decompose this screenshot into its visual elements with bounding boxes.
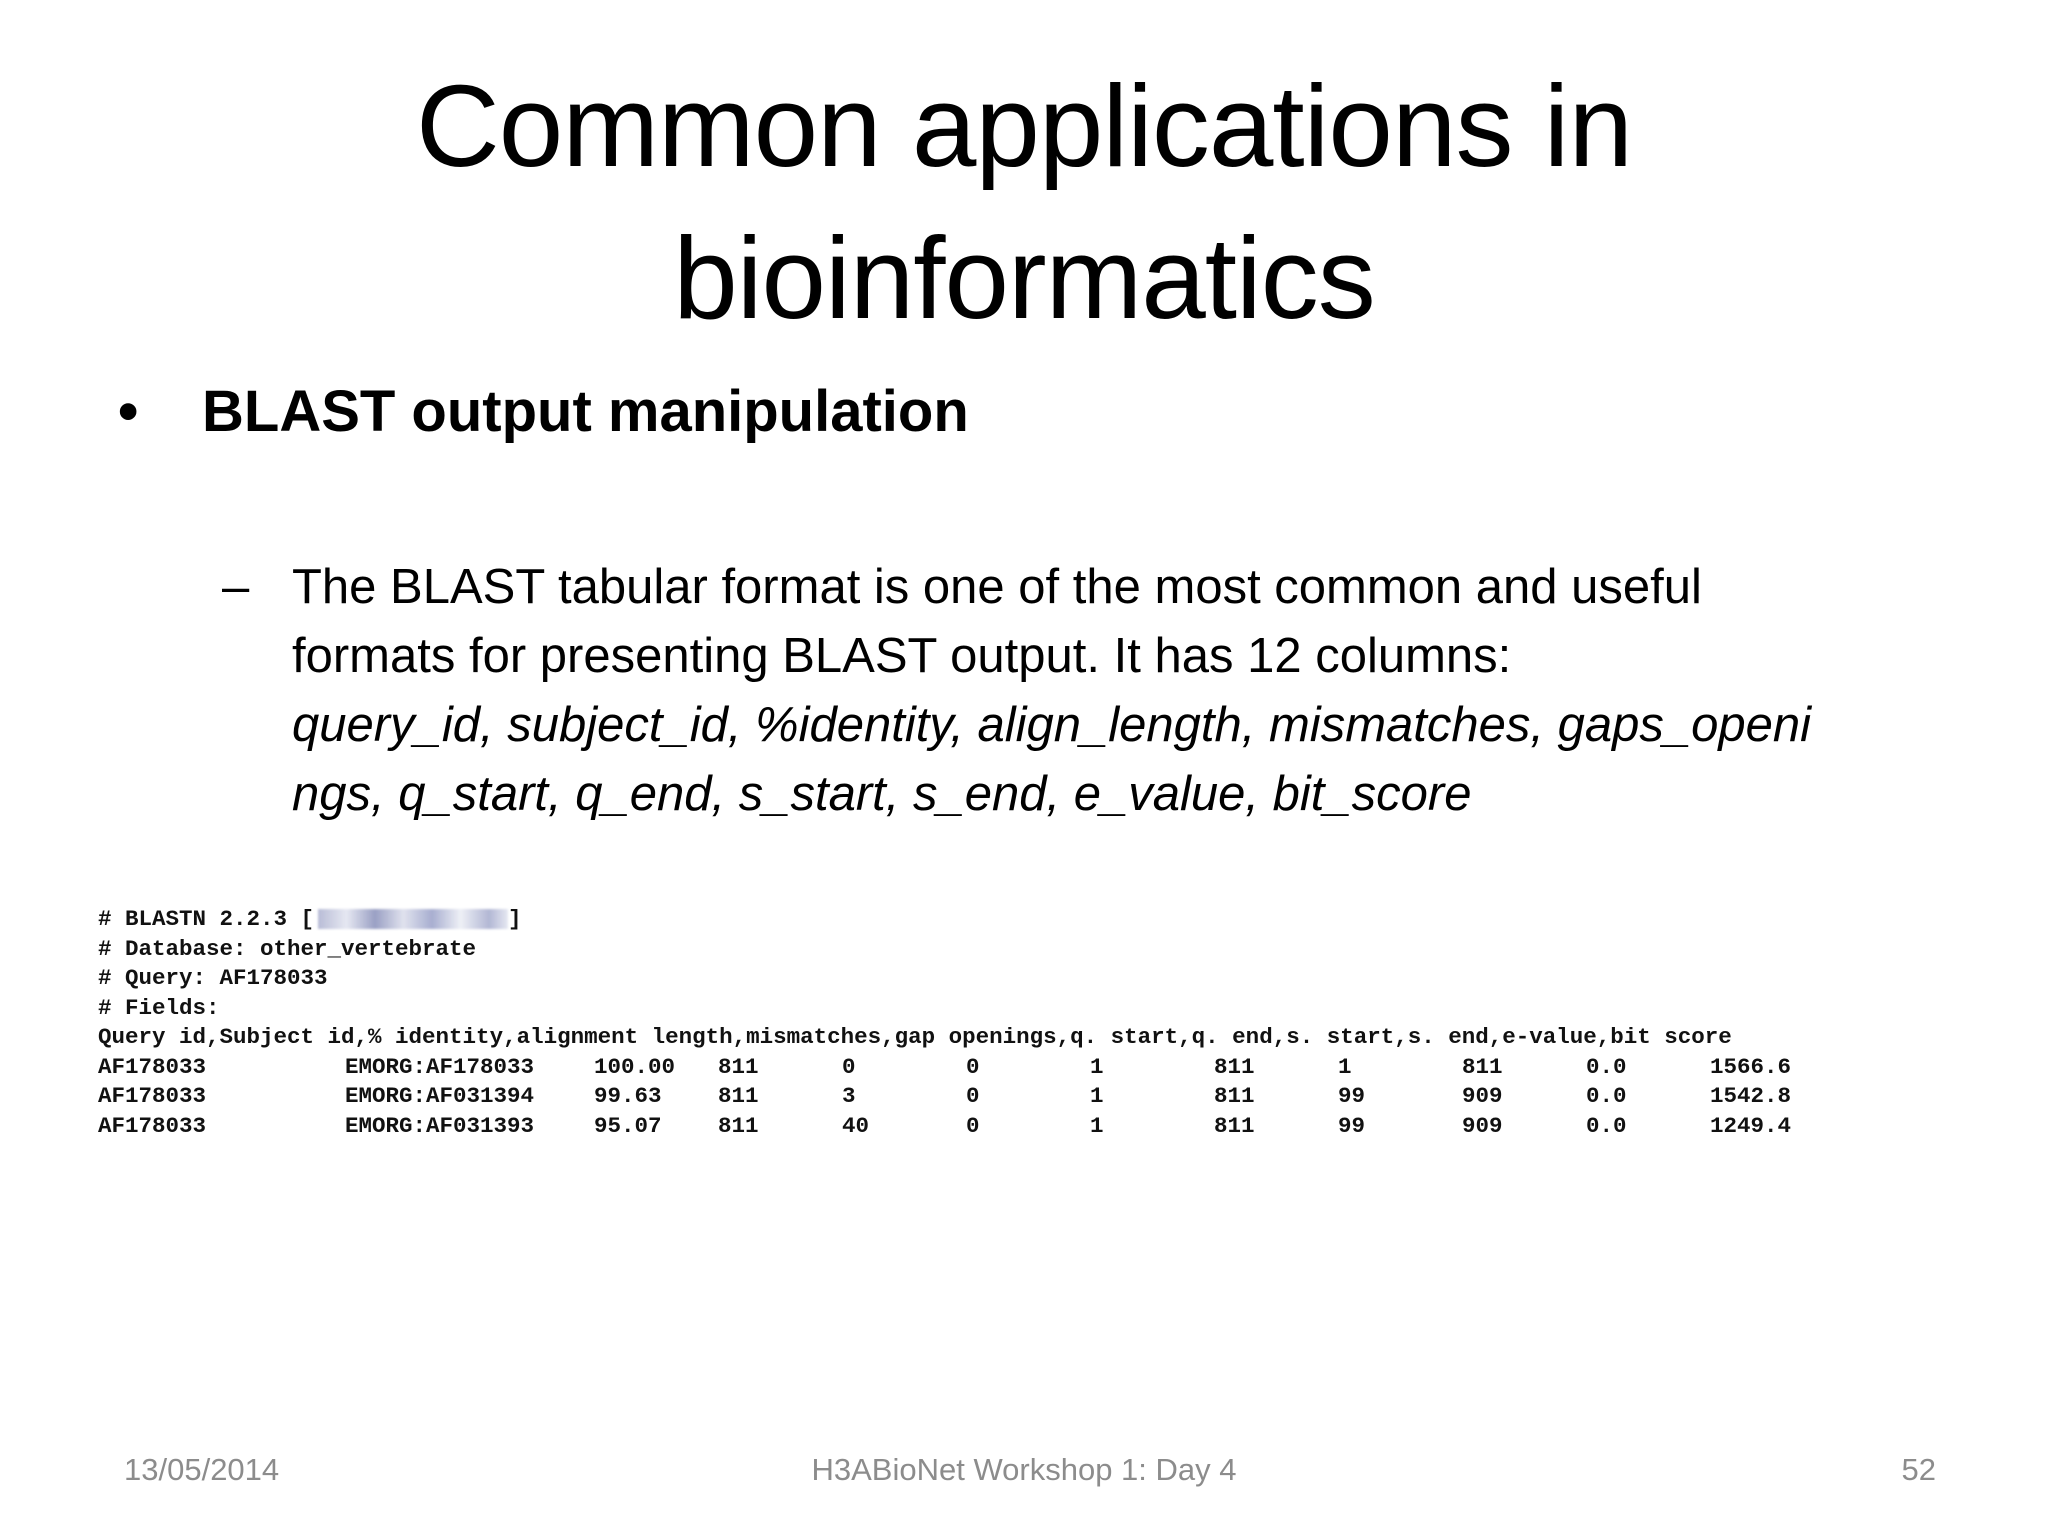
sub-bullet-text (292, 553, 1942, 829)
blast-result-cell: 811 (1214, 1083, 1255, 1109)
slide-title (0, 50, 2048, 354)
blast-result-cell: 0 (966, 1083, 980, 1109)
blast-result-cell: 0 (842, 1053, 856, 1080)
blast-result-cell: 1 (1090, 1083, 1104, 1109)
footer-page-number: 52 (1901, 1452, 1936, 1487)
blast-result-cell: 0 (966, 1112, 980, 1139)
blast-result-cell: 1566.6 (1710, 1053, 1792, 1080)
blast-header-database: # Database: other_vertebrate (98, 935, 477, 962)
sub-text-line-3: query_id, subject_id, %identity, align_length, mismatches, gaps_openi (292, 698, 1811, 752)
blast-result-cell: AF178033 (98, 1053, 207, 1080)
blast-header-version (98, 905, 1732, 935)
footer-title: H3ABioNet Workshop 1: Day 4 (811, 1452, 1237, 1487)
blast-fields-line: Query id,Subject id,% identity,alignment length,mismatches,gap openings,q. start,q. end,s. start,s. end,e-value,bit score (98, 1024, 1732, 1050)
blast-rows (98, 1053, 1792, 1142)
blast-result-row (98, 1112, 1792, 1142)
blast-result-cell: 811 (1214, 1053, 1255, 1080)
blast-result-row (98, 1082, 1792, 1112)
blast-result-cell: 95.07 (594, 1112, 662, 1139)
title-line-2: bioinformatics (673, 213, 1375, 343)
blast-result-cell: EMORG:AF031394 (345, 1083, 535, 1109)
blast-result-cell: 1542.8 (1710, 1083, 1792, 1109)
bullet-text: BLAST output manipulation (202, 379, 969, 444)
blast-result-cell: AF178033 (98, 1083, 207, 1109)
blast-result-cell: 0.0 (1586, 1112, 1627, 1139)
title-line-1: Common applications in (416, 61, 1632, 191)
blast-result-cell: 0 (966, 1053, 980, 1080)
blast-result-cell: 909 (1462, 1112, 1503, 1139)
blast-result-cell: 40 (842, 1112, 870, 1139)
blast-result-cell: 99 (1338, 1112, 1366, 1139)
blast-result-cell: 0.0 (1586, 1083, 1627, 1109)
blast-result-cell: 99.63 (594, 1083, 662, 1109)
blast-result-cell: 1 (1090, 1053, 1104, 1080)
blast-version-bracket: ] (508, 906, 522, 932)
blast-result-cell: 3 (842, 1083, 856, 1109)
sub-text-line-2: formats for presenting BLAST output. It has 12 columns: (292, 629, 1512, 683)
footer-date: 13/05/2014 (124, 1452, 280, 1487)
blast-result-cell: 811 (1462, 1053, 1503, 1080)
blast-result-cell: 811 (1214, 1112, 1255, 1139)
blast-output (98, 905, 1792, 1141)
blast-result-cell: 0.0 (1586, 1053, 1627, 1080)
blast-result-cell: 811 (718, 1083, 759, 1109)
sub-text-line-1: The BLAST tabular format is one of the most common and useful (292, 560, 1702, 614)
blast-result-cell: EMORG:AF031393 (345, 1112, 535, 1139)
sub-bullet-item (222, 553, 1942, 829)
blast-result-cell: 100.00 (594, 1053, 676, 1080)
blast-result-cell: AF178033 (98, 1112, 207, 1139)
blast-result-cell: 811 (718, 1053, 759, 1080)
blast-result-cell: EMORG:AF178033 (345, 1053, 535, 1080)
bullet-item (118, 372, 969, 452)
blast-version-text: # BLASTN 2.2.3 [ (98, 906, 315, 932)
blast-result-cell: 909 (1462, 1083, 1503, 1109)
blast-result-cell: 811 (718, 1112, 759, 1139)
blast-result-cell: 1 (1338, 1053, 1352, 1080)
blast-header-fields: # Fields: (98, 994, 220, 1021)
blast-header-query: # Query: AF178033 (98, 965, 328, 991)
sub-text-line-4: ngs, q_start, q_end, s_start, s_end, e_value, bit_score (292, 767, 1472, 821)
blast-result-cell: 1 (1090, 1112, 1104, 1139)
blast-result-cell: 99 (1338, 1083, 1366, 1109)
bullet-marker: • (118, 379, 139, 444)
blast-result-cell: 1249.4 (1710, 1112, 1792, 1139)
blast-result-row (98, 1053, 1792, 1083)
redacted-date (318, 909, 508, 929)
sub-bullet-marker: – (222, 560, 250, 614)
